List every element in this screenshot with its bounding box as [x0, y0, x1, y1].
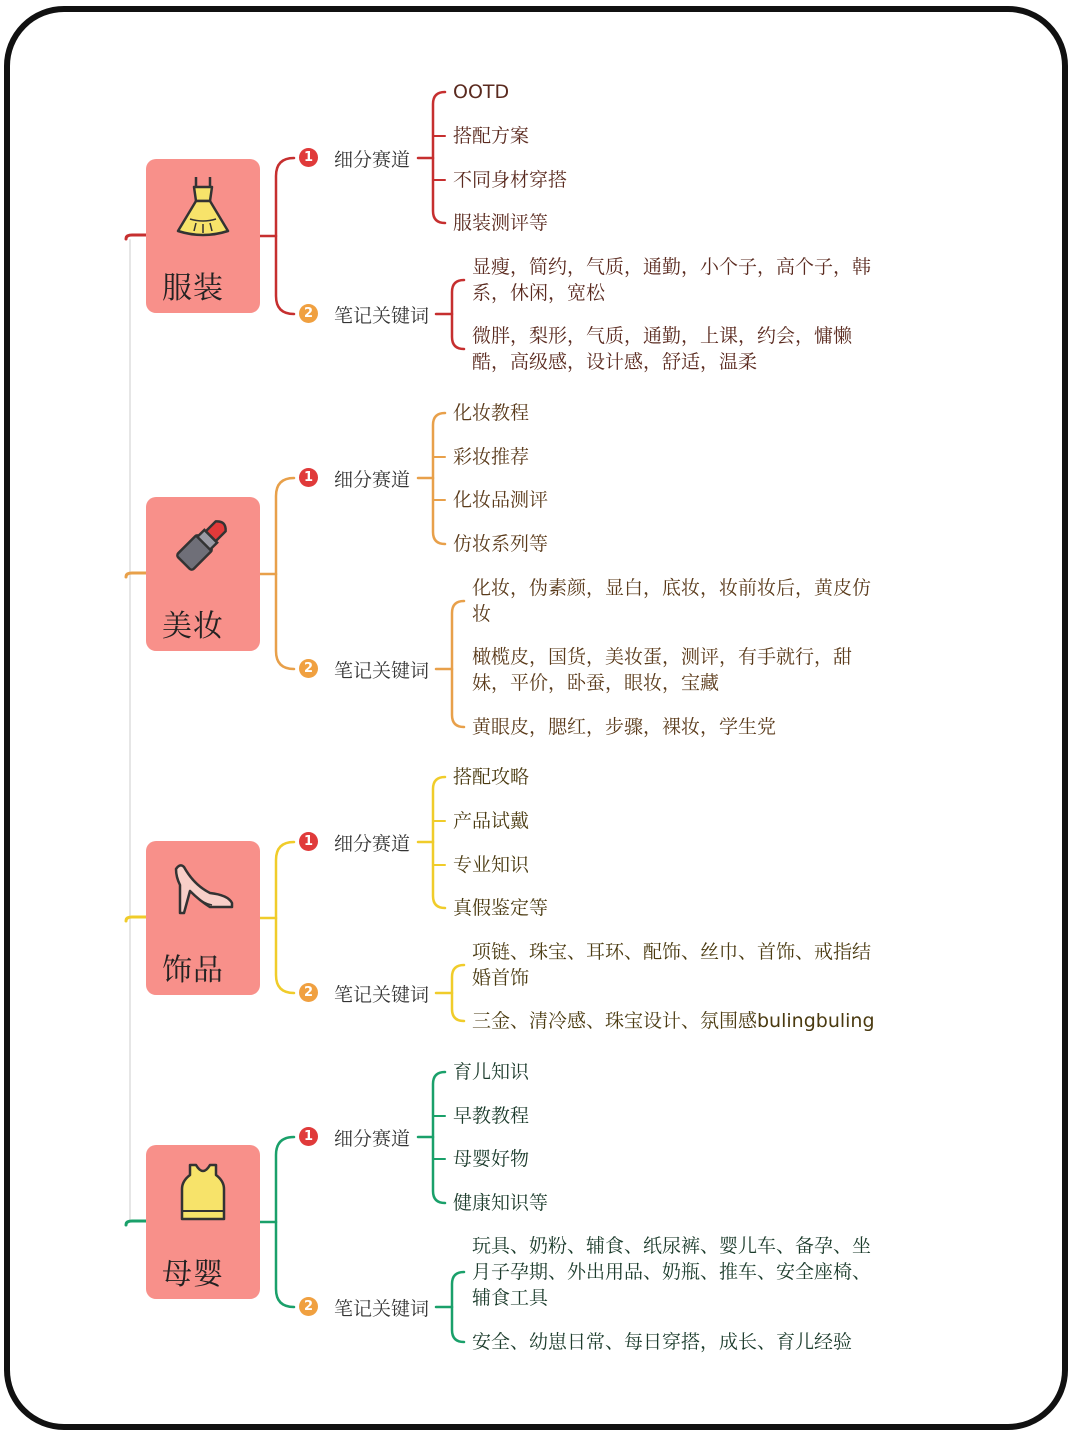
branch-badge-2: 2: [299, 304, 318, 323]
leaf-item: 服装测评等: [453, 212, 549, 234]
baby-vest-icon: [170, 1159, 236, 1225]
category-3: [146, 1145, 260, 1299]
keyword-line: 显瘦，简约，气质，通勤，小个子，高个子，韩: [472, 256, 872, 278]
branch-label: 细分赛道: [334, 149, 411, 171]
leaf-item: 化妆品测评: [453, 489, 549, 511]
leaf-item: 育儿知识: [453, 1061, 530, 1083]
branch-badge-2: 2: [299, 1297, 318, 1316]
keyword-line: 妹，平价，卧蚕，眼妆，宝藏: [472, 672, 720, 694]
leaf-bracket-0-0: [433, 92, 445, 223]
keyword-line: 系，休闲，宽松: [472, 282, 606, 304]
branch-bracket-1: [276, 478, 294, 669]
leaf-bracket-2-1: [452, 965, 464, 1021]
keyword-line: 婚首饰: [472, 967, 530, 989]
leaf-item: 搭配方案: [453, 125, 530, 147]
keyword-line: 橄榄皮，国货，美妆蛋，测评，有手就行，甜: [472, 646, 853, 668]
leaf-item: 母婴好物: [453, 1148, 530, 1170]
leaf-item: 搭配攻略: [453, 766, 530, 788]
leaf-bracket-1-0: [433, 413, 445, 544]
keyword-line: 辅食工具: [472, 1287, 549, 1309]
category-0: [146, 159, 260, 313]
keyword-line: 玩具、奶粉、辅食、纸尿裤、婴儿车、备孕、坐: [472, 1235, 872, 1257]
trunk-hook-3: [126, 1221, 146, 1225]
branch-label: 笔记关键词: [334, 1298, 430, 1320]
leaf-item: 化妆教程: [453, 402, 530, 424]
leaf-bracket-1-1: [452, 601, 464, 727]
high-heel-icon: [170, 855, 236, 921]
branch-badge-2: 2: [299, 659, 318, 678]
leaf-item: 真假鉴定等: [453, 897, 549, 919]
keyword-line: 微胖，梨形，气质，通勤，上课，约会，慵懒: [472, 325, 853, 347]
branch-badge-1: 1: [299, 468, 318, 487]
branch-label: 笔记关键词: [334, 984, 430, 1006]
keyword-line: 三金、清冷感、珠宝设计、氛围感bulingbuling: [472, 1010, 875, 1032]
leaf-item: 不同身材穿搭: [453, 169, 568, 191]
keyword-line: 化妆，伪素颜，显白，底妆，妆前妆后，黄皮仿: [472, 577, 872, 599]
leaf-bracket-3-0: [433, 1072, 445, 1203]
leaf-item: 早教教程: [453, 1105, 530, 1127]
leaf-item: 彩妆推荐: [453, 446, 530, 468]
category-1: [146, 497, 260, 651]
branch-badge-1: 1: [299, 148, 318, 167]
keyword-line: 妆: [472, 603, 492, 625]
leaf-item: 专业知识: [453, 854, 530, 876]
branch-badge-1: 1: [299, 832, 318, 851]
leaf-item: 产品试戴: [453, 810, 530, 832]
keyword-line: 安全、幼崽日常、每日穿搭，成长、育儿经验: [472, 1331, 853, 1353]
category-2: [146, 841, 260, 995]
category-label: 母婴: [162, 1257, 224, 1292]
branch-label: 细分赛道: [334, 469, 411, 491]
branch-label: 细分赛道: [334, 1128, 411, 1150]
branch-label: 细分赛道: [334, 833, 411, 855]
keyword-line: 黄眼皮，腮红，步骤，裸妆，学生党: [472, 716, 777, 738]
leaf-bracket-3-1: [452, 1272, 464, 1342]
leaf-item: 健康知识等: [453, 1192, 549, 1214]
branch-bracket-2: [276, 842, 294, 993]
leaf-item: 仿妆系列等: [453, 533, 549, 555]
branch-bracket-3: [276, 1137, 294, 1307]
lipstick-icon: [170, 511, 236, 577]
category-label: 服装: [162, 271, 224, 306]
trunk-hook-0: [126, 235, 146, 239]
leaf-bracket-2-0: [433, 777, 445, 908]
leaf-bracket-0-1: [452, 280, 464, 349]
leaf-item: OOTD: [453, 81, 510, 103]
branch-label: 笔记关键词: [334, 660, 430, 682]
category-label: 美妆: [162, 609, 224, 644]
category-label: 饰品: [162, 953, 224, 988]
keyword-line: 月子孕期、外出用品、奶瓶、推车、安全座椅、: [472, 1261, 872, 1283]
dress-icon: [170, 173, 236, 239]
branch-badge-2: 2: [299, 983, 318, 1002]
branch-badge-1: 1: [299, 1127, 318, 1146]
branch-bracket-0: [276, 158, 294, 314]
keyword-line: 酷，高级感，设计感，舒适，温柔: [472, 351, 758, 373]
branch-label: 笔记关键词: [334, 305, 430, 327]
keyword-line: 项链、珠宝、耳环、配饰、丝巾、首饰、戒指结: [472, 941, 872, 963]
